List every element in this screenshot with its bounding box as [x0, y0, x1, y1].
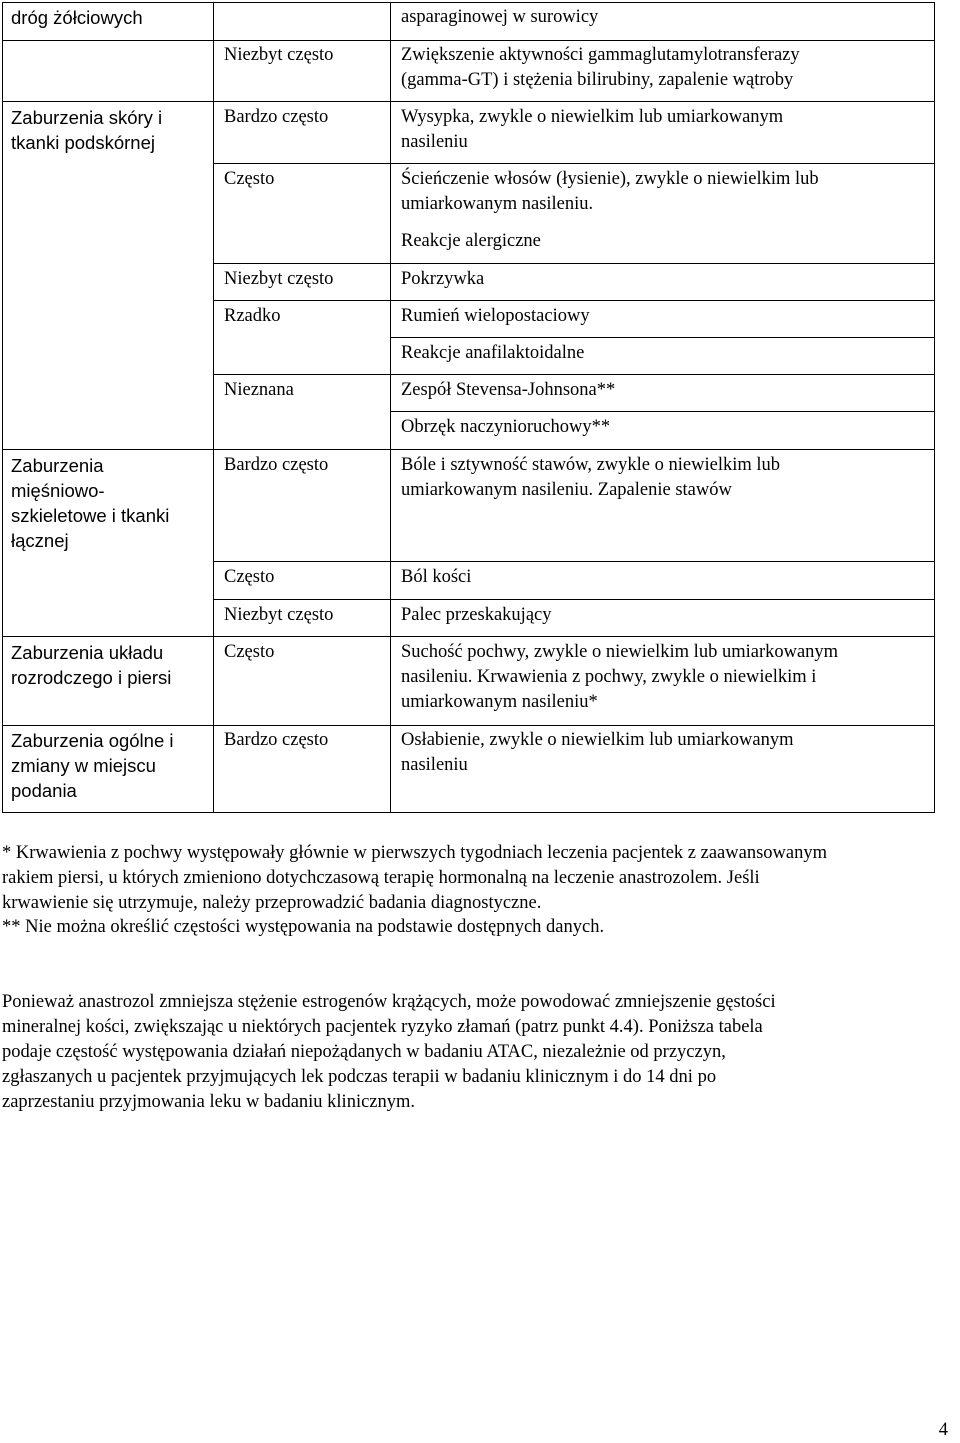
- organ-class-cell: Zaburzenia skóry i tkanki podskórnej: [11, 107, 163, 153]
- effect-cell: Rumień wielopostaciowy: [401, 306, 590, 326]
- effect-cell: Osłabienie, zwykle o niewielkim lub umiarkowanym nasileniu: [401, 730, 794, 775]
- frequency-cell: Często: [224, 567, 275, 587]
- effect-cell: Bóle i sztywność stawów, zwykle o niewielkim lub umiarkowanym nasileniu. Zapalenie stawów: [401, 455, 781, 500]
- row-divider: [213, 163, 935, 164]
- footnote-unknown-frequency: ** Nie można określić częstości występowania na podstawie dostępnych danych.: [2, 917, 605, 937]
- organ-class-cell: dróg żółciowych: [11, 7, 143, 28]
- organ-class-cell: Zaburzenia mięśniowo- szkieletowe i tkanki łącznej: [11, 455, 170, 551]
- frequency-cell: Rzadko: [224, 306, 281, 326]
- effect-cell: Ścieńczenie włosów (łysienie), zwykle o niewielkim lub umiarkowanym nasileniu.: [401, 169, 819, 214]
- effect-group-heading: Reakcje alergiczne: [401, 231, 541, 251]
- row-divider: [2, 101, 935, 102]
- row-divider: [2, 449, 935, 450]
- organ-class-cell: Zaburzenia układu rozrodczego i piersi: [11, 642, 172, 688]
- frequency-cell: Bardzo często: [224, 455, 329, 475]
- row-divider: [213, 374, 935, 375]
- frequency-cell: Niezbyt często: [224, 269, 334, 289]
- effect-cell: Palec przeskakujący: [401, 605, 552, 625]
- row-divider: [390, 337, 935, 338]
- effect-cell: asparaginowej w surowicy: [401, 7, 599, 27]
- organ-class-cell: Zaburzenia ogólne i zmiany w miejscu podania: [11, 730, 174, 801]
- row-divider: [2, 725, 935, 726]
- column-divider: [390, 2, 391, 813]
- row-divider: [390, 411, 935, 412]
- frequency-cell: Bardzo często: [224, 107, 329, 127]
- frequency-cell: Często: [224, 169, 275, 189]
- frequency-cell: Bardzo często: [224, 730, 329, 750]
- frequency-cell: Często: [224, 642, 275, 662]
- effect-cell: Pokrzywka: [401, 269, 485, 289]
- column-divider: [213, 2, 214, 813]
- row-divider: [213, 599, 935, 600]
- row-divider: [213, 263, 935, 264]
- body-paragraph: Ponieważ anastrozol zmniejsza stężenie estrogenów krążących, może powodować zmniejszenie gęstości mineralnej kości, zwiększając u niektórych pacjentek ryzyko złamań (patrz punkt 4.4). Poniższa tabela podaje częstość występowania działań niepożądanych w badaniu ATAC, niezależnie od przyczyn, zgłaszanych u pacjentek przyjmujących lek podczas terapii w badaniu klinicznym i do 14 dni po zaprzestaniu przyjmowania leku w badaniu klinicznym.: [2, 992, 776, 1112]
- effect-cell: Suchość pochwy, zwykle o niewielkim lub umiarkowanym nasileniu. Krwawienia z pochwy, zwykle o niewielkim i umiarkowanym nasileniu*: [401, 642, 839, 712]
- page-number: 4: [938, 1420, 948, 1440]
- row-divider: [2, 636, 935, 637]
- effect-cell: Obrzęk naczynioruchowy**: [401, 417, 611, 437]
- effect-cell: Wysypka, zwykle o niewielkim lub umiarkowanym nasileniu: [401, 107, 784, 152]
- effect-group-heading: Reakcje anafilaktoidalne: [401, 343, 585, 363]
- footnote-bleeding: * Krwawienia z pochwy występowały głównie w pierwszych tygodniach leczenia pacjentek z zaawansowanym rakiem piersi, u których zmieniono dotychczasową terapię hormonalną na leczenie anastrozolem. Jeśli krwawienie się utrzymuje, należy przeprowadzić badania diagnostyczne.: [2, 843, 828, 913]
- effect-cell: Ból kości: [401, 567, 472, 587]
- frequency-cell: Niezbyt często: [224, 45, 334, 65]
- frequency-cell: Nieznana: [224, 380, 294, 400]
- effect-cell: Zwiększenie aktywności gammaglutamylotransferazy (gamma-GT) i stężenia bilirubiny, zapalenie wątroby: [401, 45, 800, 90]
- effect-cell: Zespół Stevensa-Johnsona**: [401, 380, 616, 400]
- row-divider: [2, 40, 935, 41]
- frequency-cell: Niezbyt często: [224, 605, 334, 625]
- row-divider: [213, 561, 935, 562]
- row-divider: [213, 300, 935, 301]
